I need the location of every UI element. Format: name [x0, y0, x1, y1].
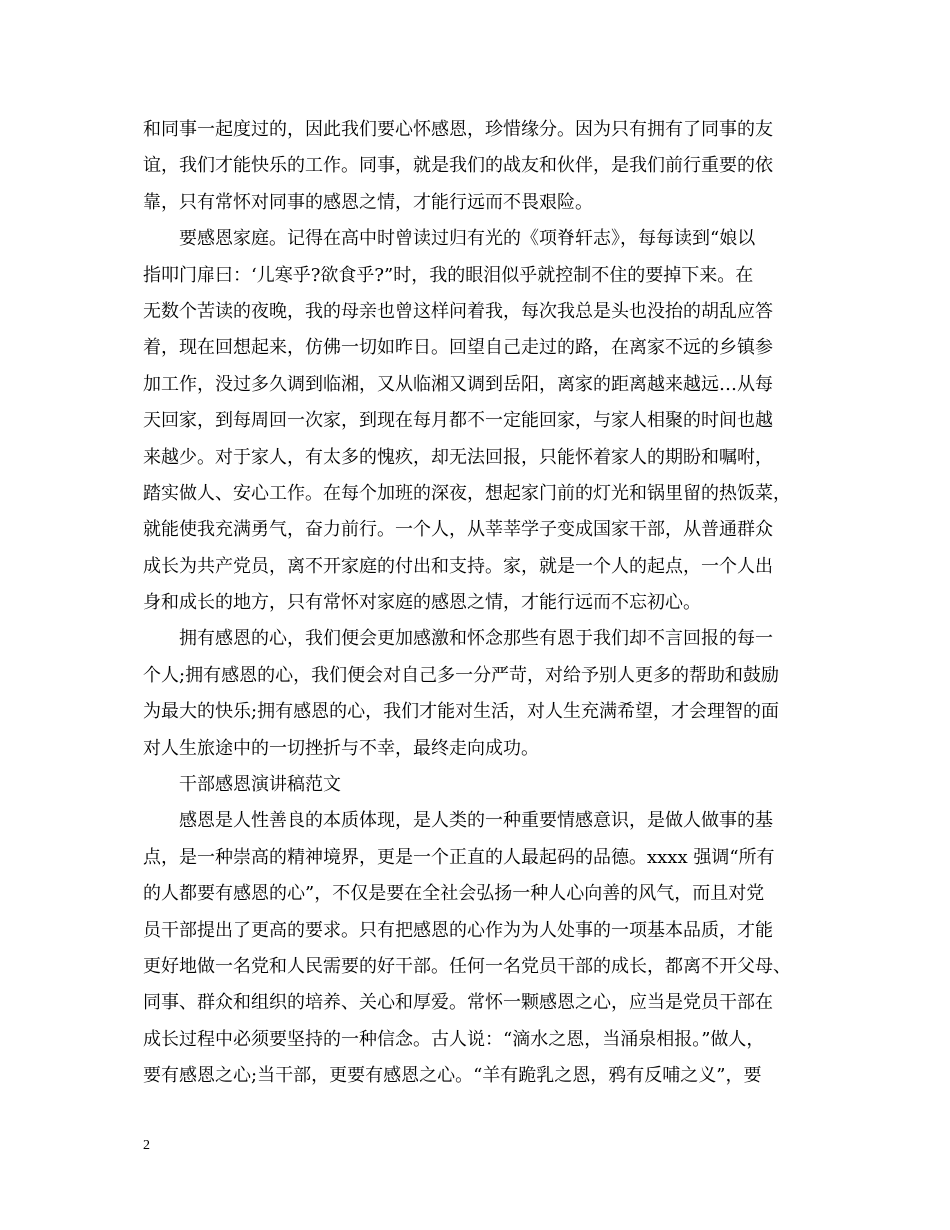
text-line: 无数个苦读的夜晚，我的母亲也曾这样问着我，每次我总是头也没抬的胡乱应答 [143, 300, 773, 322]
text-line: 成长过程中必须要坚持的一种信念。古人说：“滴水之恩，当涌泉相报。”做人， [143, 1028, 765, 1050]
text-line: 靠，只有常怀对同事的感恩之情，才能行远而不畏艰险。 [143, 191, 593, 213]
text-line: 对人生旅途中的一切挫折与不幸，最终走向成功。 [143, 737, 539, 759]
text-line: 踏实做人、安心工作。在每个加班的深夜，想起家门前的灯光和锅里留的热饭菜， [143, 482, 791, 504]
paragraph-start-line: 要感恩家庭。记得在高中时曾读过归有光的《项脊轩志》，每每读到“娘以 [179, 228, 756, 250]
text-line: 着，现在回想起来，仿佛一切如昨日。回望自己走过的路，在离家不远的乡镇参 [143, 337, 773, 359]
page-number: 2 [143, 1138, 150, 1153]
text-line: 为最大的快乐;拥有感恩的心，我们才能对生活，对人生充满希望，才会理智的面 [143, 701, 780, 723]
text-line: 成长为共产党员，离不开家庭的付出和支持。家，就是一个人的起点，一个人出 [143, 555, 773, 577]
paragraph-start-line: 拥有感恩的心，我们便会更加感激和怀念那些有恩于我们却不言回报的每一 [179, 628, 773, 650]
section-heading: 干部感恩演讲稿范文 [179, 774, 341, 796]
text-line: 天回家，到每周回一次家，到现在每月都不一定能回家，与家人相聚的时间也越 [143, 410, 773, 432]
text-line: 身和成长的地方，只有常怀对家庭的感恩之情，才能行远而不忘初心。 [143, 592, 701, 614]
paragraph-start-line: 感恩是人性善良的本质体现，是人类的一种重要情感意识，是做人做事的基 [179, 810, 773, 832]
text-line: 的人都要有感恩的心”，不仅是要在全社会弘扬一种人心向善的风气，而且对党 [143, 883, 765, 905]
text-line: 点，是一种崇高的精神境界，更是一个正直的人最起码的品德。xxxx 强调“所有 [143, 846, 775, 868]
text-line: 谊，我们才能快乐的工作。同事，就是我们的战友和伙伴，是我们前行重要的依 [143, 155, 773, 177]
text-line: 就能使我充满勇气，奋力前行。一个人，从莘莘学子变成国家干部，从普通群众 [143, 519, 773, 541]
text-line: 来越少。对于家人，有太多的愧疚，却无法回报，只能怀着家人的期盼和嘱咐， [143, 446, 773, 468]
text-line: 员干部提出了更高的要求。只有把感恩的心作为为人处事的一项基本品质，才能 [143, 919, 773, 941]
body-text [143, 112, 811, 1095]
text-line: 要有感恩之心;当干部，更要有感恩之心。“羊有跪乳之恩，鸦有反哺之义”，要 [143, 1065, 762, 1087]
text-line: 个人;拥有感恩的心，我们便会对自己多一分严苛，对给予别人更多的帮助和鼓励 [143, 664, 780, 686]
text-line: 指叩门扉曰：‘儿寒乎?欲食乎?”时，我的眼泪似乎就控制不住的要掉下来。在 [143, 264, 754, 286]
text-line: 同事、群众和组织的培养、关心和厚爱。常怀一颗感恩之心，应当是党员干部在 [143, 992, 773, 1014]
text-line: 加工作，没过多久调到临湘，又从临湘又调到岳阳，离家的距离越来越远…从每 [143, 373, 773, 395]
text-line: 更好地做一名党和人民需要的好干部。任何一名党员干部的成长，都离不开父母、 [143, 955, 791, 977]
text-line: 和同事一起度过的，因此我们要心怀感恩，珍惜缘分。因为只有拥有了同事的友 [143, 119, 773, 140]
